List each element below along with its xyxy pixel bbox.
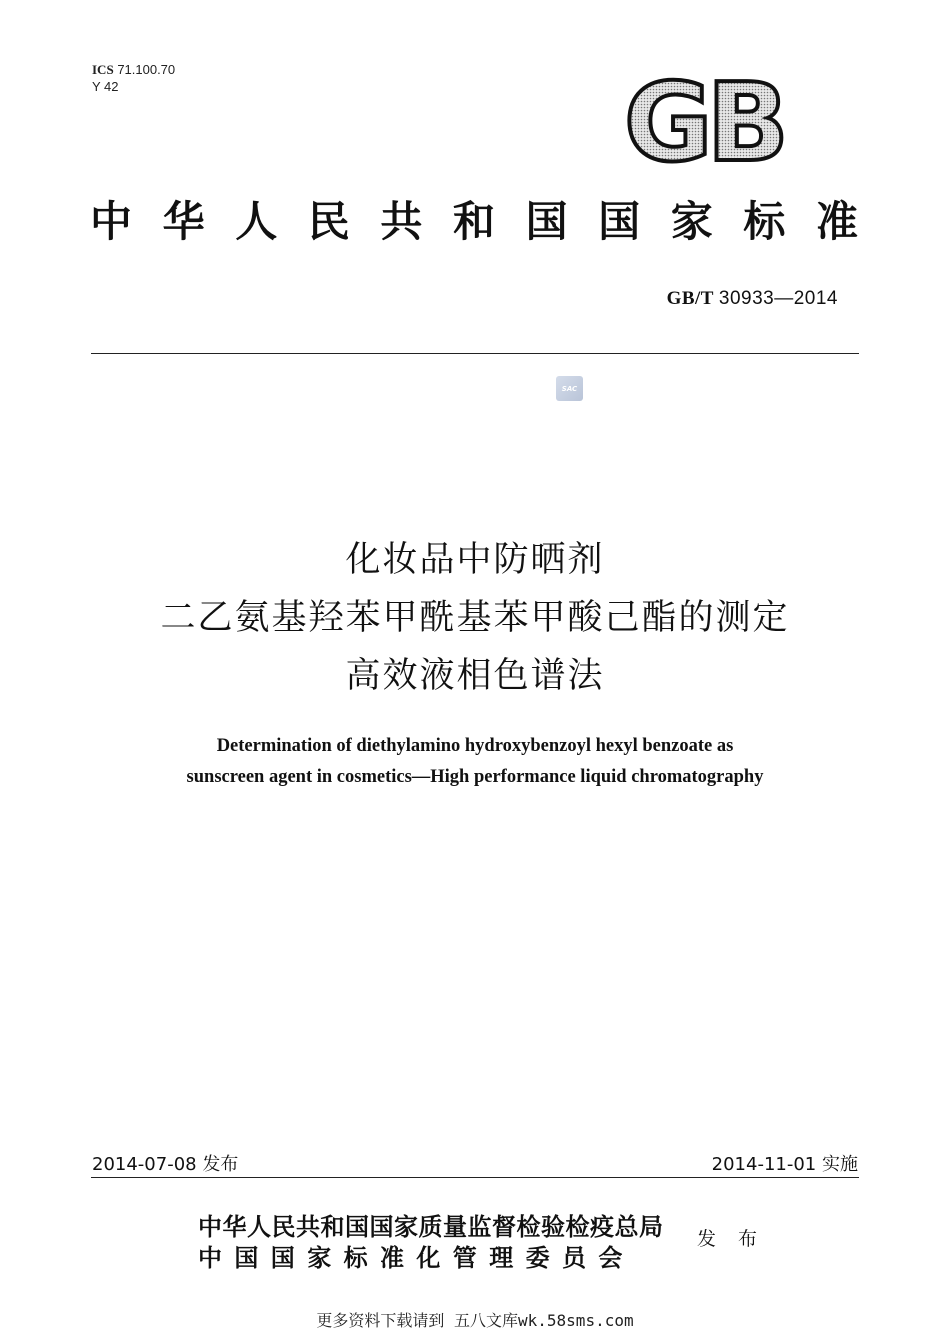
cn-title-line-1: 化妆品中防晒剂 [345,540,605,580]
download-watermark: 更多资料下载请到 五八文库wk.58sms.com [316,1311,634,1330]
publish-label: 发 布 [697,1228,766,1250]
issue-date: 2014-07-08 发布 [92,1154,239,1175]
standard-number-value: 30933—2014 [718,288,838,309]
publisher-1: 中华人民共和国国家质量监督检验检疫总局 [198,1212,664,1241]
publisher-2: 中国国家标准化管理委员会 [198,1243,635,1272]
standard-number-prefix: GB/T [666,288,714,309]
gb-logo-text: GB [624,70,783,168]
standard-number [667,288,838,310]
divider [91,353,859,354]
cn-title-line-2: 二乙氨基羟苯甲酰基苯甲酸己酯的测定 [160,598,790,638]
divider [91,1177,859,1178]
standard-category-title: 中华人民共和国国家标准 [90,197,860,246]
en-title-line-2: sunscreen agent in cosmetics—High performance liquid chromatography [186,767,764,787]
ics-code: ICS 71.100.70 [92,62,176,77]
gb-logo [622,70,810,168]
en-title-line-1: Determination of diethylamino hydroxybenzoyl hexyl benzoate as [216,736,734,756]
cn-title-line-3: 高效液相色谱法 [345,656,605,696]
implementation-date: 2014-11-01 实施 [711,1154,858,1175]
sac-logo: SAC [556,376,583,401]
classification-code: Y 42 [92,79,119,94]
